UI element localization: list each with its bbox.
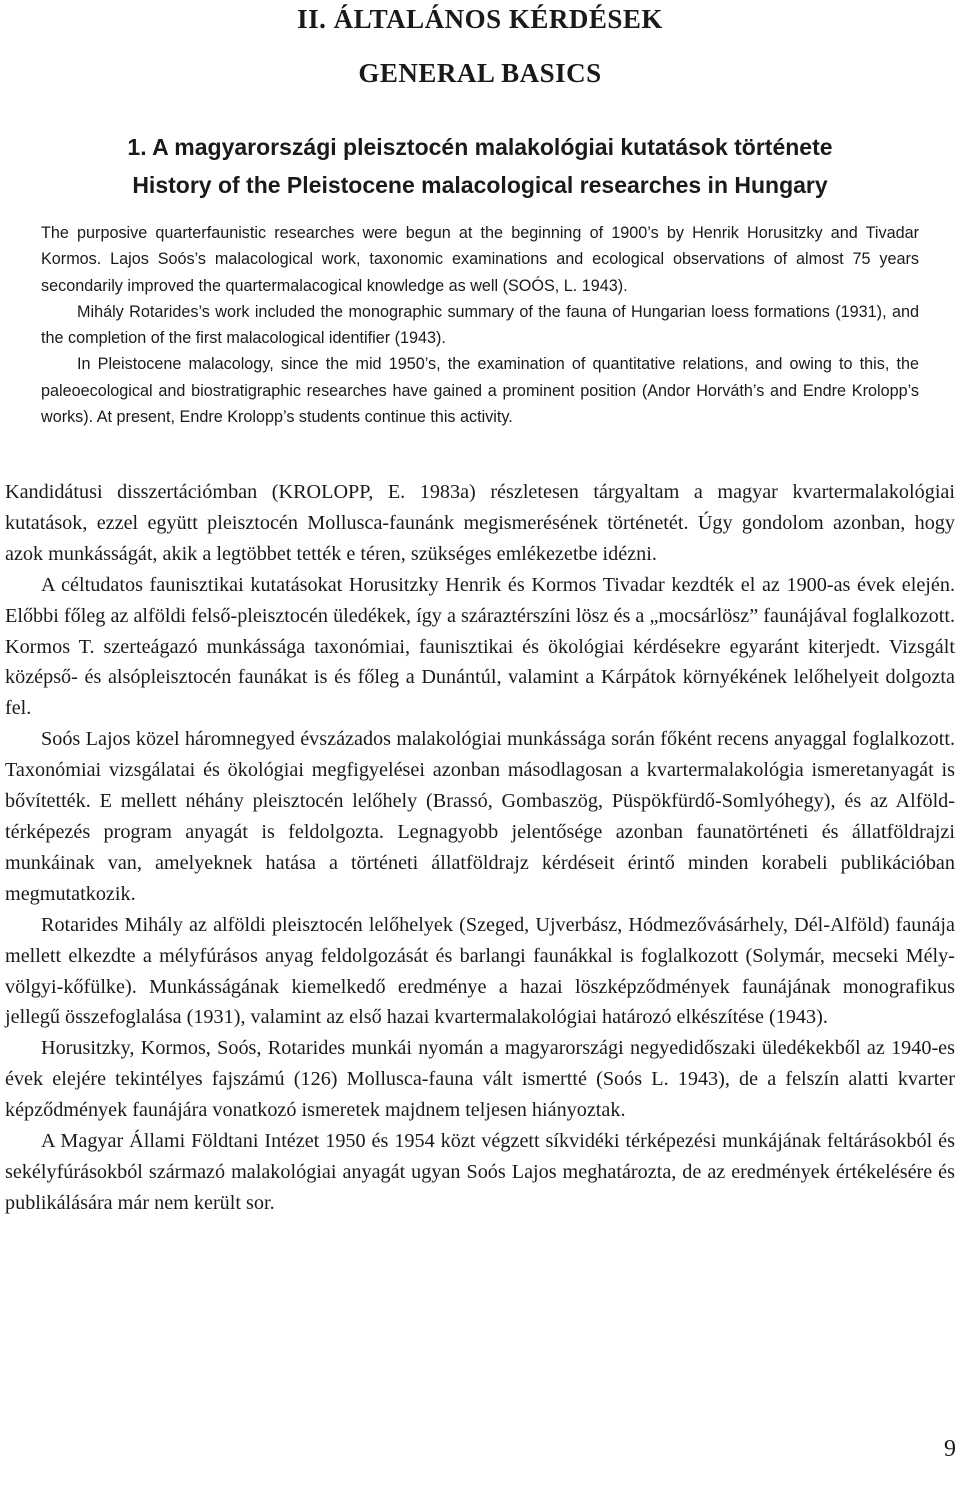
page-number: 9 bbox=[944, 1436, 956, 1462]
section-title-english: History of the Pleistocene malacological researches in Hungary bbox=[132, 172, 828, 198]
body-paragraph: Rotarides Mihály az alföldi pleisztocén lelőhelyek (Szeged, Ujverbász, Hódmezővásárhely, Dél-Alföld) faunája mellett elkezdte a mélyfúrásos anyag feldolgozását és barlangi faunákkal is foglalkozott (Solymár, mecseki Mély-völgyi-kőfülke). Munkásságának kiemelkedő eredménye a hazai löszképződmények faunájának monografikus jellegű összefoglalása (1931), valamint az első hazai kvartermalakológiai határozó elkészítése (1943). bbox=[5, 913, 955, 1029]
english-abstract bbox=[41, 220, 919, 430]
abstract-paragraph: Mihály Rotarides’s work included the monographic summary of the fauna of Hungarian loess formations (1931), and the completion of the first malacological identifier (1943). bbox=[41, 302, 919, 348]
chapter-title-english: GENERAL BASICS bbox=[358, 58, 602, 88]
body-paragraph: A céltudatos faunisztikai kutatásokat Horusitzky Henrik és Kormos Tivadar kezdték el az 1900-as évek elején. Előbbi főleg az alföldi felső-pleisztocén üledékek, így a száraztérszíni lösz és a „mocsárlösz” faunájával foglalkozott. Kormos T. szerteágazó munkássága taxonómiai, faunisztikai és ökológiai kérdésekre egyaránt kiterjedt. Vizsgált középső- és alsópleisztocén faunákat is és főleg a Dunántúl, valamint a Kárpátok környékének lelőhelyeit dolgozta fel. bbox=[5, 573, 955, 720]
body-paragraph: Soós Lajos közel háromnegyed évszázados malakológiai munkássága során főként recens anyaggal foglalkozott. Taxonómiai vizsgálatai és ökológiai megfigyelései azonban másodlagosan a kvartermalakológia ismeretanyagát is bővítették. E mellett néhány pleisztocén lelőhely (Brassó, Gombaszög, Püspökfürdő-Somlyóhegy), és az Alföld-térképezés program anyagát is feldolgozta. Legnagyobb jelentősége azonban faunatörténeti és állatföldrajzi munkáinak van, amelyeknek hatása a történeti állatföldrajz kérdéseit érintő minden korabeli publikációban megmutatkozik. bbox=[5, 728, 955, 905]
abstract-paragraph: In Pleistocene malacology, since the mid 1950’s, the examination of quantitative relations, and owing to this, the paleoecological and biostratigraphic researches have gained a prominent position (Andor Horváth’s and Endre Krolopp’s works). At present, Endre Krolopp’s students continue this activity. bbox=[41, 355, 919, 427]
chapter-title-hungarian: II. ÁLTALÁNOS KÉRDÉSEK bbox=[297, 4, 663, 34]
body-paragraph: A Magyar Állami Földtani Intézet 1950 és 1954 közt végzett síkvidéki térképezési munkájának feltárásokból és sekélyfúrásokból származó malakológiai anyagát ugyan Soós Lajos meghatározta, de az eredmények értékelésére és publikálására már nem került sor. bbox=[5, 1130, 955, 1214]
section-title-hungarian: 1. A magyarországi pleisztocén malakológiai kutatások története bbox=[127, 134, 833, 160]
main-text bbox=[5, 477, 955, 1219]
body-paragraph: Kandidátusi disszertációmban (KROLOPP, E. 1983a) részletesen tárgyaltam a magyar kvartermalakológiai kutatások, ezzel együtt pleisztocén Mollusca-faunánk megismerésének történetét. Úgy gondolom azonban, hogy azok munkásságát, akik a legtöbbet tették e téren, szükséges emlékezetbe idézni. bbox=[5, 481, 955, 565]
abstract-paragraph: The purposive quarterfaunistic researches were begun at the beginning of 1900’s by Henrik Horusitzky and Tivadar Kormos. Lajos Soós’s malacological work, taxonomic examinations and ecological observations of almost 75 years secondarily improved the quartermalacogical knowledge as well (SOÓS, L. 1943). bbox=[41, 224, 919, 295]
body-paragraph: Horusitzky, Kormos, Soós, Rotarides munkái nyomán a magyarországi negyedidőszaki üledékekből az 1940-es évek elejére tekintélyes fajszámú (126) Mollusca-fauna vált ismertté (Soós L. 1943), de a felszín alatti kvarter képződmények faunájára vonatkozó ismeretek majdnem teljesen hiányoztak. bbox=[5, 1037, 955, 1122]
